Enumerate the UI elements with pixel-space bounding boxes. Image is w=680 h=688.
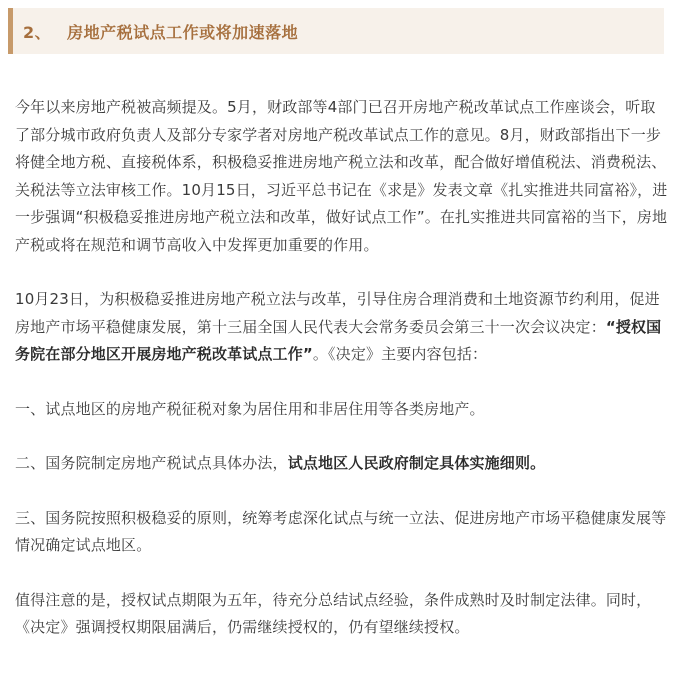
section-title: 房地产税试点工作或将加速落地 (67, 22, 299, 42)
section-header (8, 8, 664, 54)
paragraph-item-3: 三、国务院按照积极稳妥的原则，统筹考虑深化试点与统一立法、促进房地产市场平稳健康发展等情况确定试点地区。 (15, 508, 667, 554)
paragraph-intro: 今年以来房地产税被高频提及。5月，财政部等4部门已召开房地产税改革试点工作座谈会，听取了部分城市政府负责人及部分专家学者对房地产税改革试点工作的意见。8月，财政部指出下一步将健全地方税、直接税体系，积极稳妥推进房地产税立法和改革，配合做好增值税法、消费税法、关税法等立法审核工作。10月15日，习近平总书记在《求是》发表文章《扎实推进共同富裕》，进一步强调“积极稳妥推进房地产税立法和改革，做好试点工作”。在扎实推进共同富裕的当下，房地产税或将在规范和调节高收入中发挥更加重要的作用。 (15, 98, 668, 254)
paragraph-item-1: 一、试点地区的房地产税征税对象为居住用和非居住用等各类房地产。 (15, 399, 485, 418)
paragraph-decision-tail: 。《决定》主要内容包括： (312, 345, 488, 363)
article-body (15, 94, 670, 669)
section-number: 2、 (23, 22, 52, 42)
paragraph-item-2-highlight: 试点地区人民政府制定具体实施细则。 (287, 454, 546, 472)
paragraph-decision-highlight: “授权国务院在部分地区开展房地产税改革试点工作” (15, 317, 662, 363)
paragraph-decision (15, 286, 670, 369)
paragraph-decision-text: 10月23日，为积极稳妥推进房地产税立法与改革，引导住房合理消费和土地资源节约利用，促进房地产市场平稳健康发展，第十三届全国人民代表大会常务委员会第三十一次会议决定： (15, 290, 660, 336)
paragraph-item-2-text: 二、国务院制定房地产税试点具体办法， (15, 454, 288, 472)
paragraph-item-2 (15, 450, 670, 478)
paragraph-note: 值得注意的是，授权试点期限为五年，待充分总结试点经验，条件成熟时及时制定法律。同时，《决定》强调授权期限届满后，仍需继续授权的，仍有望继续授权。 (15, 590, 652, 636)
